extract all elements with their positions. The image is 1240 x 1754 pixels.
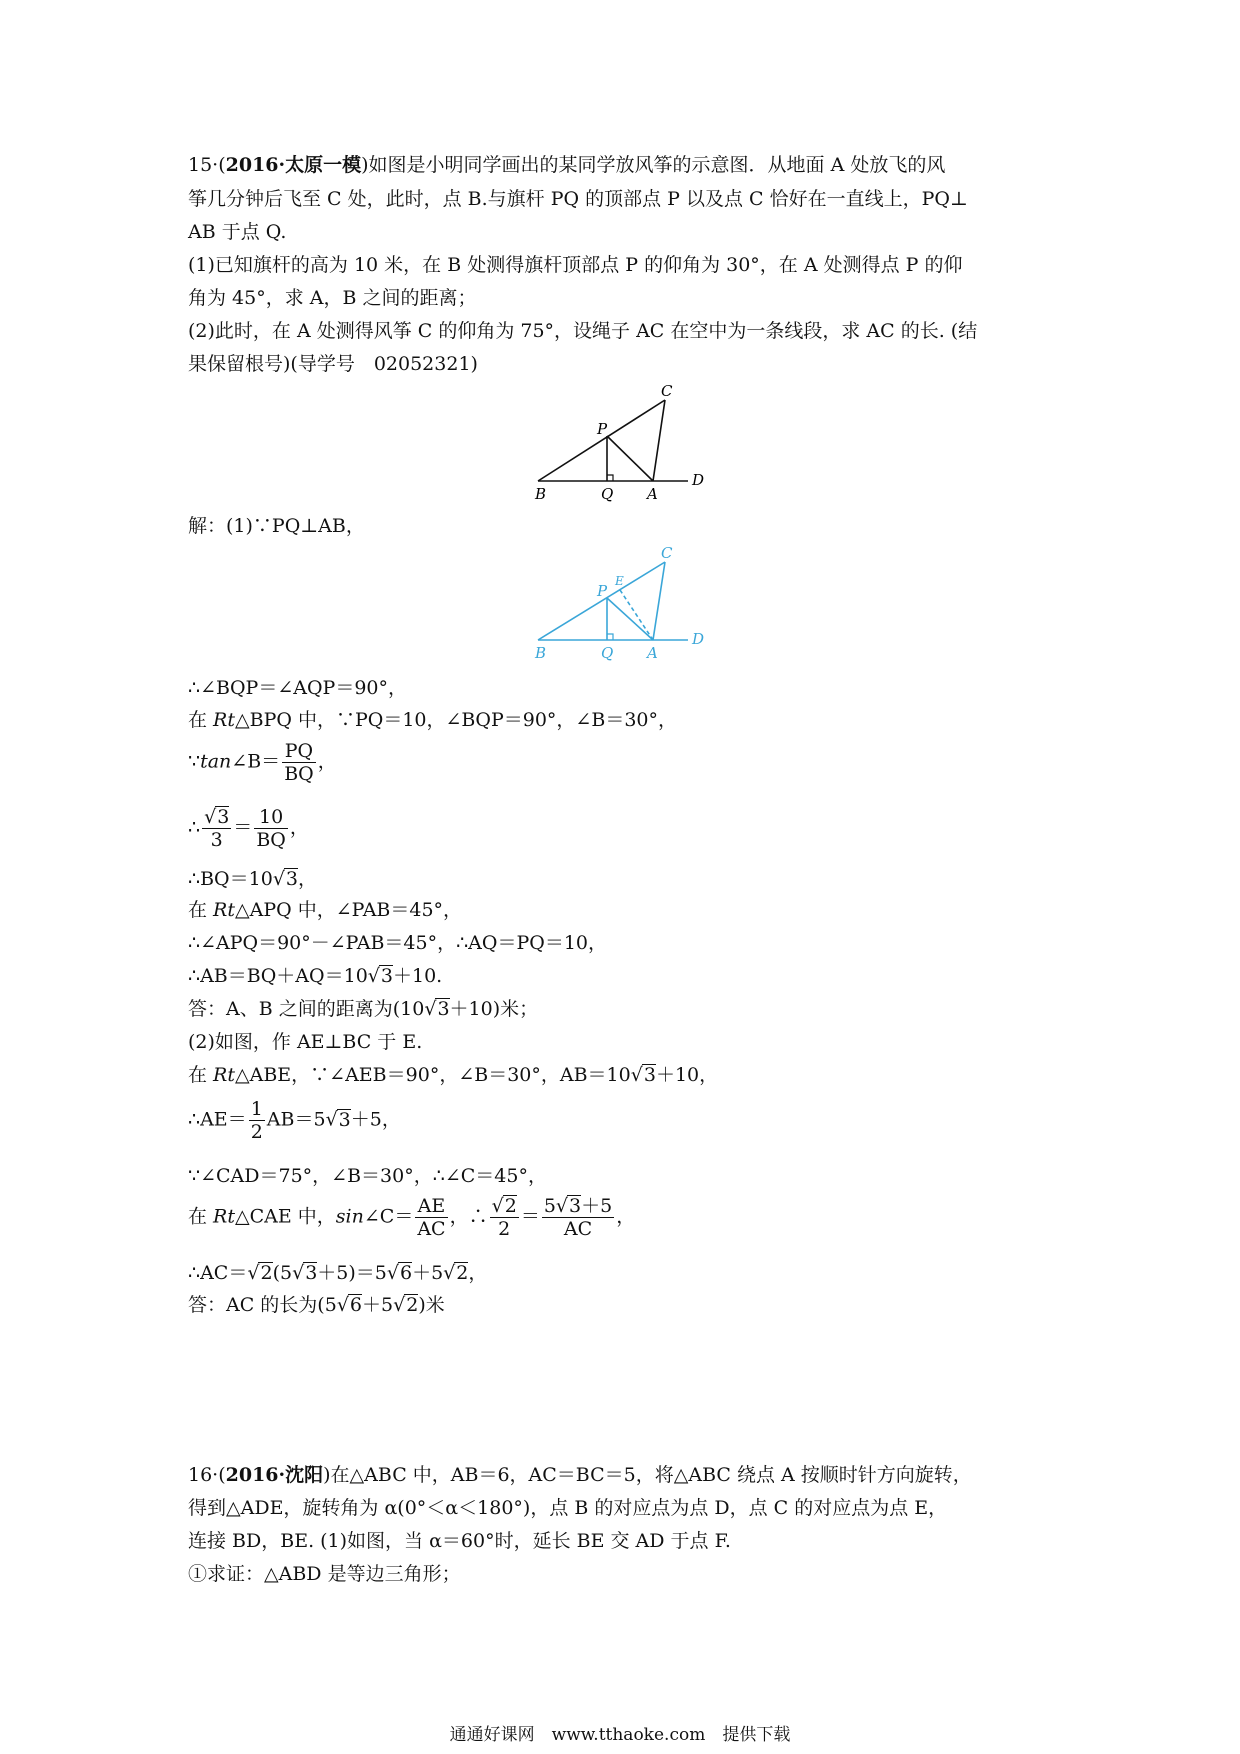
- fig2-label-D: D: [692, 630, 705, 648]
- p15-source: 2016·太原一模: [225, 154, 362, 176]
- sol-line-17: 答：AC 的长为(5√6＋5√2)米: [188, 1294, 445, 1316]
- fig2-label-E: E: [615, 574, 624, 588]
- sol-line-15: 在 Rt△CAE 中，sin∠C＝ $\frac{AE}{AC}$ ，∴ $\frac{√2}{2}$ ＝ $\frac{5√3+5}{AC}$ ，: [188, 1195, 636, 1240]
- sol-line-1: 解：(1)∵PQ⊥AB，: [188, 515, 365, 537]
- fig1-label-C: C: [661, 382, 673, 400]
- sol-line-3: 在 Rt△BPQ 中，∵PQ＝10，∠BQP＝90°，∠B＝30°，: [188, 709, 677, 731]
- sol-line-11: (2)如图，作 AE⊥BC 于 E.: [188, 1031, 423, 1053]
- sol-line-9: ∴AB＝BQ＋AQ＝10√3＋10.: [188, 965, 443, 987]
- sol-line-5: ∴ $\frac{√3}{3}$ ＝ $\frac{10}{BQ}$ ，: [188, 806, 309, 851]
- sol-line-4: ∵tan∠B＝ $\frac{PQ}{BQ}$ ，: [188, 740, 337, 785]
- sol-line-8: ∴∠APQ＝90°－∠PAB＝45°，∴AQ＝PQ＝10，: [188, 932, 608, 954]
- sol-line-6: ∴BQ＝10√3，: [188, 868, 318, 890]
- fig1-label-B: B: [535, 485, 547, 503]
- p15-line-4: (1)已知旗杆的高为 10 米，在 B 处测得旗杆顶部点 P 的仰角为 30°，在 A 处测得点 P 的仰: [188, 254, 963, 276]
- p15-line-5: 角为 45°，求 A，B 之间的距离；: [188, 287, 477, 309]
- fig2-label-C: C: [661, 545, 673, 562]
- fig1-label-A: A: [647, 485, 658, 503]
- p16-line-1: 16·(2016·沈阳)在△ABC 中，AB＝6，AC＝BC＝5，将△ABC 绕点 A 按顺时针方向旋转，: [188, 1464, 972, 1486]
- p15-line-3: AB 于点 Q.: [188, 221, 287, 243]
- p16-line-2: 得到△ADE，旋转角为 α(0°＜α＜180°)，点 B 的对应点为点 D，点 C 的对应点为点 E，: [188, 1497, 948, 1519]
- sol-line-2: ∴∠BQP＝∠AQP＝90°，: [188, 677, 408, 699]
- figure-1: [520, 380, 720, 505]
- frac-pq-bq: $\frac{PQ}{BQ}$: [284, 740, 314, 785]
- sol-line-14: ∵∠CAD＝75°，∠B＝30°，∴∠C＝45°，: [188, 1165, 547, 1187]
- p16-line-3: 连接 BD，BE. (1)如图，当 α＝60°时，延长 BE 交 AD 于点 F.: [188, 1530, 731, 1552]
- fig2-label-P: P: [597, 582, 608, 600]
- sol-line-7: 在 Rt△APQ 中，∠PAB＝45°，: [188, 899, 463, 921]
- fig2-label-B: B: [535, 644, 547, 662]
- fig1-label-P: P: [597, 420, 608, 438]
- sol-line-12: 在 Rt△ABE，∵∠AEB＝90°，∠B＝30°，AB＝10√3＋10，: [188, 1064, 719, 1086]
- p15-line-6: (2)此时，在 A 处测得风筝 C 的仰角为 75°，设绳子 AC 在空中为一条线段，求 AC 的长. (结: [188, 320, 978, 342]
- fig2-label-Q: Q: [601, 644, 614, 662]
- page-footer: 通通好课网 www.tthaoke.com 提供下载: [449, 1725, 791, 1745]
- fig2-label-A: A: [647, 644, 658, 662]
- p15-line-1: 15·(2016·太原一模)如图是小明同学画出的某同学放风筝的示意图．从地面 A 处放飞的风: [188, 154, 946, 176]
- p16-line-4: ①求证：△ABD 是等边三角形；: [188, 1563, 461, 1585]
- sol-line-13: ∴AE＝ $\frac{1}{2}$ AB＝5√3＋5，: [188, 1098, 401, 1143]
- fig1-label-D: D: [692, 471, 705, 489]
- p16-source: 2016·沈阳: [225, 1464, 324, 1486]
- sol-line-16: ∴AC＝√2(5√3＋5)＝5√6＋5√2，: [188, 1262, 488, 1284]
- sol-line-10: 答：A、B 之间的距离为(10√3＋10)米；: [188, 998, 539, 1020]
- figure-2: [520, 545, 720, 670]
- fig1-label-Q: Q: [601, 485, 614, 503]
- p15-line-2: 筝几分钟后飞至 C 处，此时，点 B.与旗杆 PQ 的顶部点 P 以及点 C 恰好在一直线上，PQ⊥: [188, 188, 968, 210]
- p15-line-7: 果保留根号)(导学号 02052321): [188, 353, 478, 375]
